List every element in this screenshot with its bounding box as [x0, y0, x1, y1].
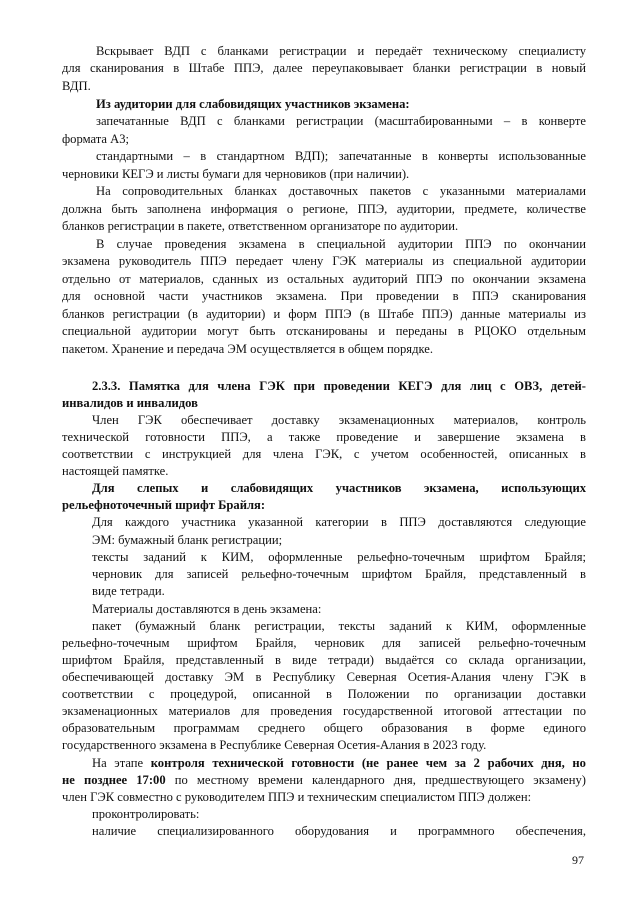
text-line: экзаменационных материалов для проведения государственной итоговой аттестации по — [62, 704, 586, 718]
text-line: пакетом. Хранение и передача ЭМ осуществляется в общем порядке. — [62, 342, 434, 356]
text-line: виде тетради. — [92, 584, 165, 598]
text-line: Член ГЭК обеспечивает доставку экзаменационных материалов, контроль — [92, 413, 586, 427]
text-segment: На этапе — [92, 756, 151, 770]
text-line: образовательным программам среднего общего образования в форме единого — [62, 721, 586, 735]
text-line — [62, 772, 586, 789]
text-segment: контроля технической готовности (не ранее чем за 2 рабочих дня, но — [150, 756, 586, 770]
text-segment: не позднее 17:00 — [62, 773, 166, 787]
text-line: Вскрывает ВДП с бланками регистрации и передаёт техническому специалисту — [96, 44, 586, 58]
text-line: наличие специализированного оборудования и программного обеспечения, — [92, 824, 586, 838]
text-line: ЭМ: бумажный бланк регистрации; — [92, 533, 283, 547]
text-line: рельефно-точечным шрифтом Брайля, черновик для записей рельефно-точечным — [62, 636, 586, 650]
text-line: бланков регистрации (в аудитории) и форм ППЭ (в Штабе ППЭ) данные материалы из — [62, 307, 586, 321]
text-line: Материалы доставляются в день экзамена: — [92, 602, 322, 616]
text-line: запечатанные ВДП с бланками регистрации (масштабированными – в конверте — [96, 114, 586, 128]
text-line: специальной аудитории могут быть отсканированы и переданы в РЦОКО отдельным — [62, 324, 586, 338]
text-line: отдельно от материалов, сданных из остальных аудиторий ППЭ по окончании экзамена — [62, 272, 586, 286]
text-line: для основной части участников экзамена. При проведении в ППЭ сканирования — [62, 289, 586, 303]
text-line: Для каждого участника указанной категории в ППЭ доставляются следующие — [92, 515, 586, 529]
text-line: соответствии с процедурой, описанной в Положении по организации доставки — [62, 687, 586, 701]
text-line: проконтролировать: — [92, 807, 200, 821]
text-line: Из аудитории для слабовидящих участников экзамена: — [96, 97, 410, 111]
text-line: обеспечивающей доставку ЭМ в Республику Северная Осетия-Алания члену ГЭК в — [62, 670, 586, 684]
text-line: бланков регистрации в пакете, ответственном организаторе по аудитории. — [62, 219, 459, 233]
text-line: технической готовности ППЭ, а также проведение и завершение экзамена в — [62, 430, 586, 444]
text-line — [92, 755, 586, 772]
text-segment: по местному времени календарного дня, предшествующего экзамену) — [165, 773, 587, 787]
text-line: экзамена руководитель ППЭ передает члену ГЭК материалы из специальной аудитории — [62, 254, 586, 268]
text-line: стандартными – в стандартном ВДП); запечатанные в конверты использованные — [96, 149, 586, 163]
text-line: инвалидов и инвалидов — [62, 396, 198, 410]
text-line: настоящей памятке. — [62, 464, 169, 478]
text-line: пакет (бумажный бланк регистрации, тексты заданий к КИМ, оформленные — [92, 619, 586, 633]
text-line: черновик для записей рельефно-точечным шрифтом Брайля, представленный в — [92, 567, 586, 581]
page-number: 97 — [572, 853, 584, 867]
text-line: рельефноточечный шрифт Брайля: — [62, 498, 266, 512]
text-line: тексты заданий к КИМ, оформленные рельефно-точечным шрифтом Брайля; — [92, 550, 586, 564]
text-line: черновики КЕГЭ и листы бумаги для черновиков (при наличии). — [62, 167, 410, 181]
text-line: шрифтом Брайля, представленный в виде тетради) выдаётся со склада организации, — [62, 653, 586, 667]
text-line: На сопроводительных бланках доставочных пакетов с указанными материалами — [96, 184, 586, 198]
text-line: соответствии с инструкцией для члена ГЭК, с учетом особенностей, описанных в — [62, 447, 586, 461]
text-line: должна быть заполнена информация о регионе, ППЭ, аудитории, предмете, количестве — [62, 202, 586, 216]
text-line: 2.3.3. Памятка для члена ГЭК при проведении КЕГЭ для лиц с ОВЗ, детей- — [92, 379, 586, 393]
text-line: государственного экзамена в Республике Северная Осетия-Алания в 2023 году. — [62, 738, 487, 752]
text-line: В случае проведения экзамена в специальной аудитории ППЭ по окончании — [96, 237, 586, 251]
text-line: ВДП. — [62, 79, 91, 93]
text-line: член ГЭК совместно с руководителем ППЭ и техническим специалистом ППЭ должен: — [62, 790, 532, 804]
text-line: Для слепых и слабовидящих участников экзамена, использующих — [92, 481, 586, 495]
text-line: для сканирования в Штабе ППЭ, далее переупаковывает бланки регистрации в новый — [62, 61, 586, 75]
text-line: формата А3; — [62, 132, 129, 146]
